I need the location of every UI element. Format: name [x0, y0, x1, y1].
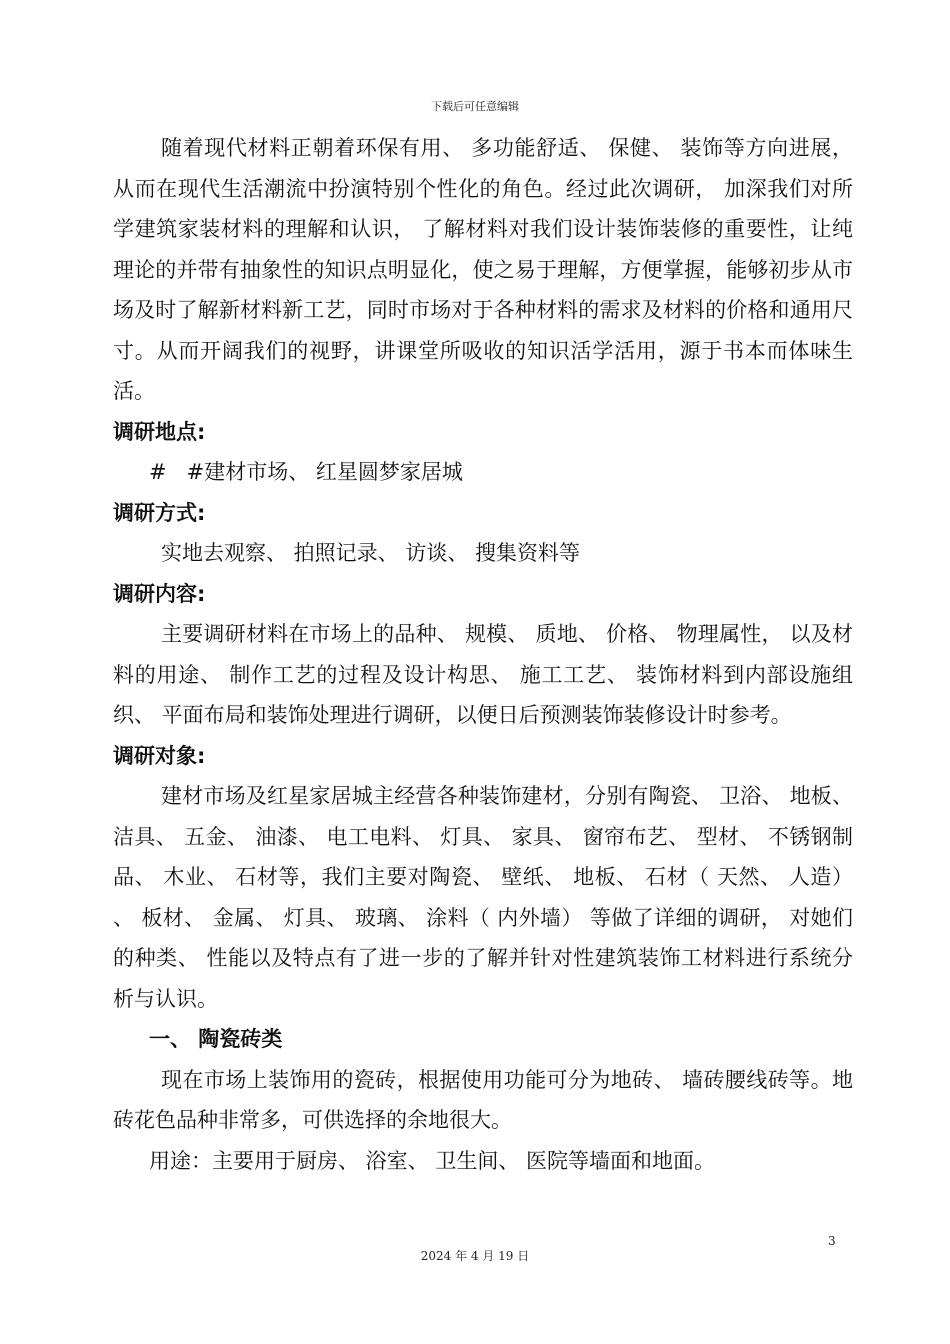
method-text: 实地去观察、 拍照记录、 访谈、 搜集资料等 [161, 541, 581, 565]
usage-text: 用途：主要用于厨房、 浴室、 卫生间、 医院等墙面和地面。 [149, 1148, 716, 1173]
intro-paragraph: 随着现代材料正朝着环保有用、 多功能舒适、 保健、 装饰等方向进展，从而在现代生活潮流中扮演特别个性化的角色。经过此次调研， 加深我们对所学建筑家装材料的理解和认识， 了解材料对我们设计装饰装修的重要性，让纯理论的并带有抽象性的知识点明显化，使之易于理解，方便掌握，能够初步从市场及时了解新材料新工艺，同时市场对于各种材料的需求及材料的价格和通用尺寸。从而开阔我们的视野，讲课堂所吸收的知识活学活用，源于书本而体味生活。 [113, 136, 853, 403]
ceramic-text: 现在市场上装饰用的瓷砖，根据使用功能可分为地砖、 墙砖腰线砖等。地砖花色品种非常多，可供选择的余地很大。 [113, 1067, 853, 1132]
object-heading: 调研对象: [113, 743, 206, 768]
content-text: 主要调研材料在市场上的品种、 规模、 质地、 价格、 物理属性， 以及材料的用途、 制作工艺的过程及设计构思、 施工工艺、 装饰材料到内部设施组织、 平面布局和装饰处理进行调研，以便日后预测装饰装修设计时参考。 [113, 622, 853, 727]
location-heading: 调研地点: [113, 419, 206, 444]
section-title-ceramic: 一、 陶瓷砖类 [149, 1027, 283, 1051]
content-heading: 调研内容: [113, 581, 206, 606]
location-text: # #建材市场、 红星圆梦家居城 [149, 460, 463, 484]
method-heading: 调研方式: [113, 500, 206, 525]
page-header: 下载后可任意编辑 [431, 100, 519, 113]
object-text: 建材市场及红星家居城主经营各种装饰建材，分别有陶瓷、 卫浴、 地板、 洁具、 五金、 油漆、 电工电料、 灯具、 家具、 窗帘布艺、 型材、 不锈钢制品、 木业、 石材等，我们主要对陶瓷、 壁纸、 地板、 石材（ 天然、 人造） 、 板材、 金属、 灯具、 玻璃、 涂料（ 内外墙） 等做了详细的调研， 对她们的种类、 性能以及特点有了进一步的了解并针对性建筑装饰工材料进行系统分析与认识。 [113, 784, 853, 1011]
page-number: 3 [828, 1234, 836, 1248]
page-footer-date: 2024 年 4 月 19 日 [420, 1249, 530, 1263]
document-body [113, 128, 853, 1181]
